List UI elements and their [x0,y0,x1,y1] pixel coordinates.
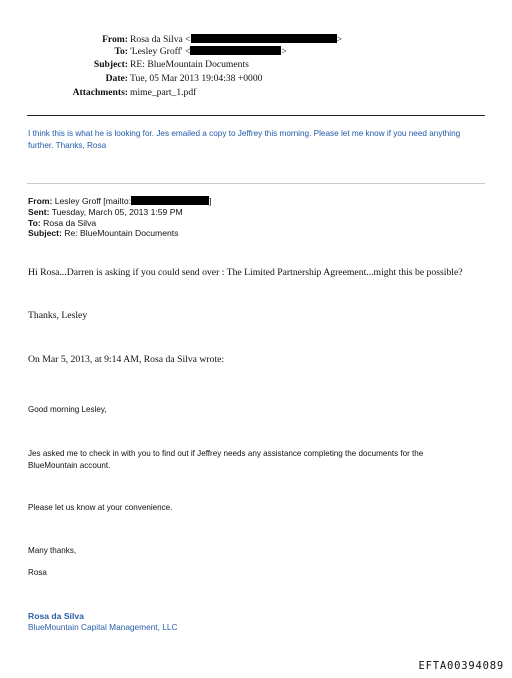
signature-name: Rosa da Silva [28,611,84,621]
header-from-value: Rosa da Silva < [130,34,191,45]
lesley-message-line-1: Hi Rosa...Darren is asking if you could send over : The Limited Partnership Agreement...might this be possible? [28,267,463,278]
rosa-greeting: Good morning Lesley, [28,405,107,414]
header-date-value: Tue, 05 Mar 2013 19:04:38 +0000 [130,73,263,84]
quoted-sent-row [28,207,183,217]
quoted-to-row [28,218,96,228]
header-subject-row [0,59,400,71]
header-attachments-label: Attachments: [72,87,128,98]
quoted-to-value: Rosa da Silva [43,218,97,228]
header-to-row [0,46,400,58]
header-attachments-row [0,87,400,99]
rosa-para-1-line-2: BlueMountain account. [28,461,111,470]
header-from-label: From: [102,34,128,45]
rosa-closing: Many thanks, [28,546,77,555]
quoted-subject-value: Re: BlueMountain Documents [64,228,179,238]
signature-company: BlueMountain Capital Management, LLC [28,622,178,632]
reply-line-2: further. Thanks, Rosa [28,141,107,150]
lesley-message-line-2: Thanks, Lesley [28,310,88,321]
quoted-from-end: ] [209,196,212,206]
quoted-subject-row [28,228,178,238]
header-attachments-value[interactable]: mime_part_1.pdf [130,87,197,98]
redaction-box [131,196,212,206]
header-to-label: To: [114,46,128,57]
redaction-box [191,34,337,43]
rosa-para-2: Please let us know at your convenience. [28,503,173,512]
quoted-from-row [28,196,211,206]
bates-number: EFTA00394089 [418,660,504,672]
quote-divider [27,183,485,184]
quoted-sent-label: Sent: [28,207,50,217]
header-date-row [0,73,400,85]
quoted-from-value: Lesley Groff [mailto: [54,196,132,206]
quoted-from-label: From: [28,196,53,206]
reply-line-1: I think this is what he is looking for. Jes emailed a copy to Jeffrey this morning. Please let me know if you need anything [28,129,461,138]
header-to-value: 'Lesley Groff' < [130,46,191,57]
header-from-row [0,34,400,46]
header-divider [27,115,485,116]
header-subject-value: RE: BlueMountain Documents [130,59,249,70]
header-to-end: > [281,46,287,57]
redaction-box [190,46,281,55]
header-subject-label: Subject: [93,59,128,70]
rosa-name: Rosa [28,568,47,577]
quoted-to-label: To: [28,218,41,228]
rosa-para-1-line-1: Jes asked me to check in with you to find out if Jeffrey needs any assistance completing the documents for the [28,449,424,458]
header-from-end: > [336,34,342,45]
quoted-sent-value: Tuesday, March 05, 2013 1:59 PM [51,207,183,217]
header-date-label: Date: [105,73,128,84]
quoted-subject-label: Subject: [28,228,62,238]
lesley-message-line-3: On Mar 5, 2013, at 9:14 AM, Rosa da Silva wrote: [28,354,225,365]
